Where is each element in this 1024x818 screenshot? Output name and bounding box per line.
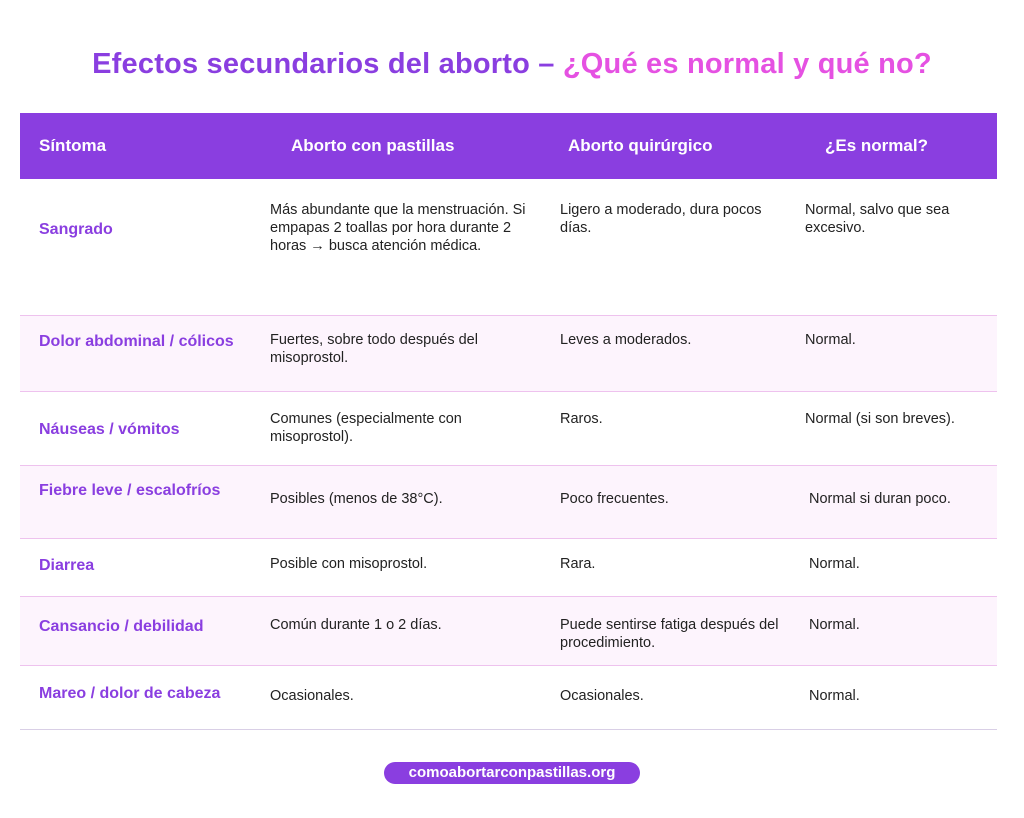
normal-cell: Normal. <box>809 688 860 704</box>
normal-cell: Normal si duran poco. <box>809 491 951 507</box>
side-effects-table <box>20 113 997 730</box>
table-row <box>20 392 997 466</box>
normal-cell: Normal. <box>805 332 856 348</box>
pills-cell: Posible con misoprostol. <box>270 556 428 572</box>
header-surgical: Aborto quirúrgico <box>568 136 713 155</box>
surgical-cell: Rara. <box>560 556 596 572</box>
normal-cell: Normal. <box>809 556 860 572</box>
page-title <box>0 48 1024 81</box>
pills-cell: Comunes (especialmente con misoprostol). <box>270 411 462 445</box>
symptom-cell: Dolor abdominal / cólicos <box>39 333 234 350</box>
header-pills: Aborto con pastillas <box>291 136 455 155</box>
title-question: ¿Qué es normal y qué no? <box>562 48 932 80</box>
pills-cell: Más abundante que la menstruación. Si empapas 2 toallas por hora durante 2 horas → busca atención médica. <box>270 202 526 254</box>
pills-cell: Ocasionales. <box>270 688 354 704</box>
header-symptom: Síntoma <box>39 136 107 155</box>
table-row <box>20 466 997 539</box>
table-row <box>20 539 997 597</box>
normal-cell: Normal (si son breves). <box>805 411 955 427</box>
surgical-cell: Ligero a moderado, dura pocos días. <box>560 202 762 236</box>
symptom-cell: Mareo / dolor de cabeza <box>39 685 221 702</box>
normal-cell: Normal, salvo que sea excesivo. <box>805 202 950 236</box>
pills-cell: Fuertes, sobre todo después del misoprostol. <box>270 332 478 366</box>
surgical-cell: Raros. <box>560 411 603 427</box>
symptom-cell: Náuseas / vómitos <box>39 421 180 438</box>
table-row <box>20 316 997 392</box>
surgical-cell: Ocasionales. <box>560 688 644 704</box>
symptom-cell: Cansancio / debilidad <box>39 618 204 635</box>
title-main: Efectos secundarios del aborto – <box>92 48 563 80</box>
table-header <box>20 113 997 179</box>
header-normal: ¿Es normal? <box>825 136 928 155</box>
normal-cell: Normal. <box>809 617 860 633</box>
surgical-cell: Puede sentirse fatiga después del procedimiento. <box>560 617 779 651</box>
surgical-cell: Poco frecuentes. <box>560 491 669 507</box>
symptom-cell: Diarrea <box>39 557 95 574</box>
pills-cell: Posibles (menos de 38°C). <box>270 491 443 507</box>
table-row <box>20 179 997 316</box>
symptom-cell: Sangrado <box>39 221 113 238</box>
pills-cell: Común durante 1 o 2 días. <box>270 617 442 633</box>
table-row <box>20 666 997 730</box>
website-badge: comoabortarconpastillas.org <box>384 762 640 784</box>
table-row <box>20 597 997 666</box>
surgical-cell: Leves a moderados. <box>560 332 692 348</box>
symptom-cell: Fiebre leve / escalofríos <box>39 482 221 499</box>
